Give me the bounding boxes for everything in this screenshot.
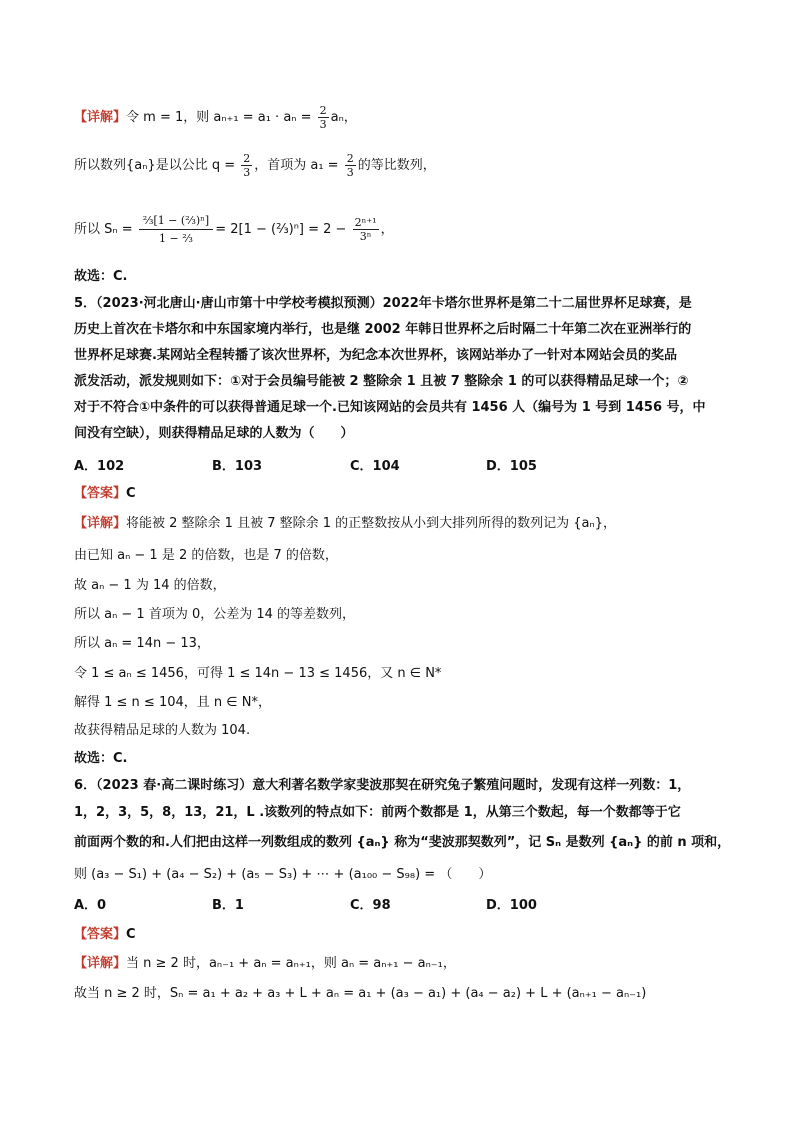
q4-answer: 故选：C. xyxy=(74,269,128,284)
q5-explain-line: 【详解】将能被 2 整除余 1 且被 7 整除余 1 的正整数按从小到大排列所得的数列记为 {aₙ}， xyxy=(74,516,616,531)
q5-explain-line: 所以 aₙ = 14n − 13， xyxy=(74,636,210,651)
big-fraction: $\frac{\text{⅔[1 − (⅔)ⁿ]}}{\text{1 − ⅔}}$ xyxy=(139,212,213,247)
q5-stem-line: 世界杯足球赛.某网站全程转播了该次世界杯，为纪念本次世界杯，该网站举办了一针对本网站会员的奖品 xyxy=(74,348,677,363)
q5-stem-line: 间没有空缺），则获得精品足球的人数为（ ） xyxy=(74,426,354,441)
q6-explain-line: 【详解】当 n ≥ 2 时，aₙ₋₁ + aₙ = aₙ₊₁，则 aₙ = aₙ₊₁ − aₙ₋₁， xyxy=(74,956,456,971)
q6-options xyxy=(74,896,714,916)
option-c: C．104 xyxy=(350,459,400,474)
option-a: A．102 xyxy=(74,459,125,474)
q5-answer xyxy=(74,484,726,504)
answer-value: C xyxy=(126,927,136,942)
option-d: D．105 xyxy=(486,459,537,474)
q5-explain-line: 解得 1 ≤ n ≤ 104，且 n ∈ N*， xyxy=(74,695,271,710)
q4-explain-line2: 所以数列{aₙ}是以公比 q = $\frac{2}{3}$ ，首项为 a₁ = $\frac{2}{3}$ 的等比数列， xyxy=(74,152,436,179)
fraction: $\frac{\text{2ⁿ⁺¹}}{\text{3ⁿ}}$ xyxy=(354,216,377,243)
q6-answer xyxy=(74,925,726,945)
q5-explain-line: 故获得精品足球的人数为 104. xyxy=(74,723,251,738)
q6-stem-line: 1，2，3，5，8，13，21，L .该数列的特点如下：前两个数都是 1，从第三个数起，每一个数都等于它 xyxy=(74,805,681,820)
q6-stem-line: 前面两个数的和.人们把由这样一列数组成的数列 {aₙ} 称为“斐波那契数列”，记 Sₙ 是数列 {aₙ} 的前 n 项和， xyxy=(74,835,731,850)
option-d: D．100 xyxy=(486,898,537,913)
option-c: C．98 xyxy=(350,898,391,913)
q5-stem-line: 历史上首次在卡塔尔和中东国家境内举行，也是继 2002 年韩日世界杯之后时隔二十年第二次在亚洲举行的 xyxy=(74,322,692,337)
fraction: $\frac{2}{3}$ xyxy=(243,152,251,179)
q5-stem-line: 派发活动，派发规则如下：①对于会员编号能被 2 整除余 1 且被 7 整除余 1 的可以获得精品足球一个；② xyxy=(74,374,689,389)
explain-tag: 【详解】 xyxy=(74,110,127,125)
option-b: B．1 xyxy=(212,898,244,913)
option-b: B．103 xyxy=(212,459,263,474)
explain-tag: 【详解】 xyxy=(74,956,127,971)
answer-tag: 【答案】 xyxy=(74,486,127,501)
q4-explain-line1: 【详解】令 m = 1，则 aₙ₊₁ = a₁ · aₙ = $\frac{2}{3}$ aₙ， xyxy=(74,104,357,131)
q5-final: 故选：C. xyxy=(74,751,128,766)
explain-tag: 【详解】 xyxy=(74,516,127,531)
q5-explain-line: 由已知 aₙ − 1 是 2 的倍数，也是 7 的倍数， xyxy=(74,548,338,563)
q5-explain-line: 令 1 ≤ aₙ ≤ 1456，可得 1 ≤ 14n − 13 ≤ 1456，又 n ∈ N* xyxy=(74,666,442,681)
q5-stem-line: 5．（2023·河北唐山·唐山市第十中学校考模拟预测）2022年卡塔尔世界杯是第二十二届世界杯足球赛，是 xyxy=(74,296,692,311)
option-a: A．0 xyxy=(74,898,107,913)
fraction: $\frac{2}{3}$ xyxy=(319,104,327,131)
q5-explain-line: 故 aₙ − 1 为 14 的倍数， xyxy=(74,578,226,593)
answer-value: C xyxy=(126,486,136,501)
q6-stem-line: 则 (a₃ − S₁) + (a₄ − S₂) + (a₅ − S₃) + ⋯ + (a₁₀₀ − S₉₈) = （ ） xyxy=(74,867,492,882)
q6-stem-line: 6．（2023 春·高二课时练习）意大利著名数学家斐波那契在研究兔子繁殖问题时，发现有这样一列数：1， xyxy=(74,778,691,793)
q6-explain-line: 故当 n ≥ 2 时，Sₙ = a₁ + a₂ + a₃ + L + aₙ = a₁ + (a₃ − a₁) + (a₄ − a₂) + L + (aₙ₊₁ − aₙ₋₁) xyxy=(74,986,647,1001)
q4-explain-line3: 所以 Sₙ = $\frac{\text{⅔[1 − (⅔)ⁿ]}}{\text{1 − ⅔}}$ = 2[1 − (⅔)ⁿ] = 2 − $\frac{\text{2ⁿ⁺¹}}{\text{3ⁿ}}$ ， xyxy=(74,214,394,245)
q5-options xyxy=(74,457,714,477)
q4-explain-text: 令 m = 1，则 aₙ₊₁ = a₁ · aₙ = xyxy=(126,110,316,125)
answer-tag: 【答案】 xyxy=(74,927,127,942)
q5-explain-line: 所以 aₙ − 1 首项为 0，公差为 14 的等差数列， xyxy=(74,607,356,622)
q5-stem-line: 对于不符合①中条件的可以获得普通足球一个.已知该网站的会员共有 1456 人（编号为 1 号到 1456 号，中 xyxy=(74,400,706,415)
fraction: $\frac{2}{3}$ xyxy=(346,152,354,179)
